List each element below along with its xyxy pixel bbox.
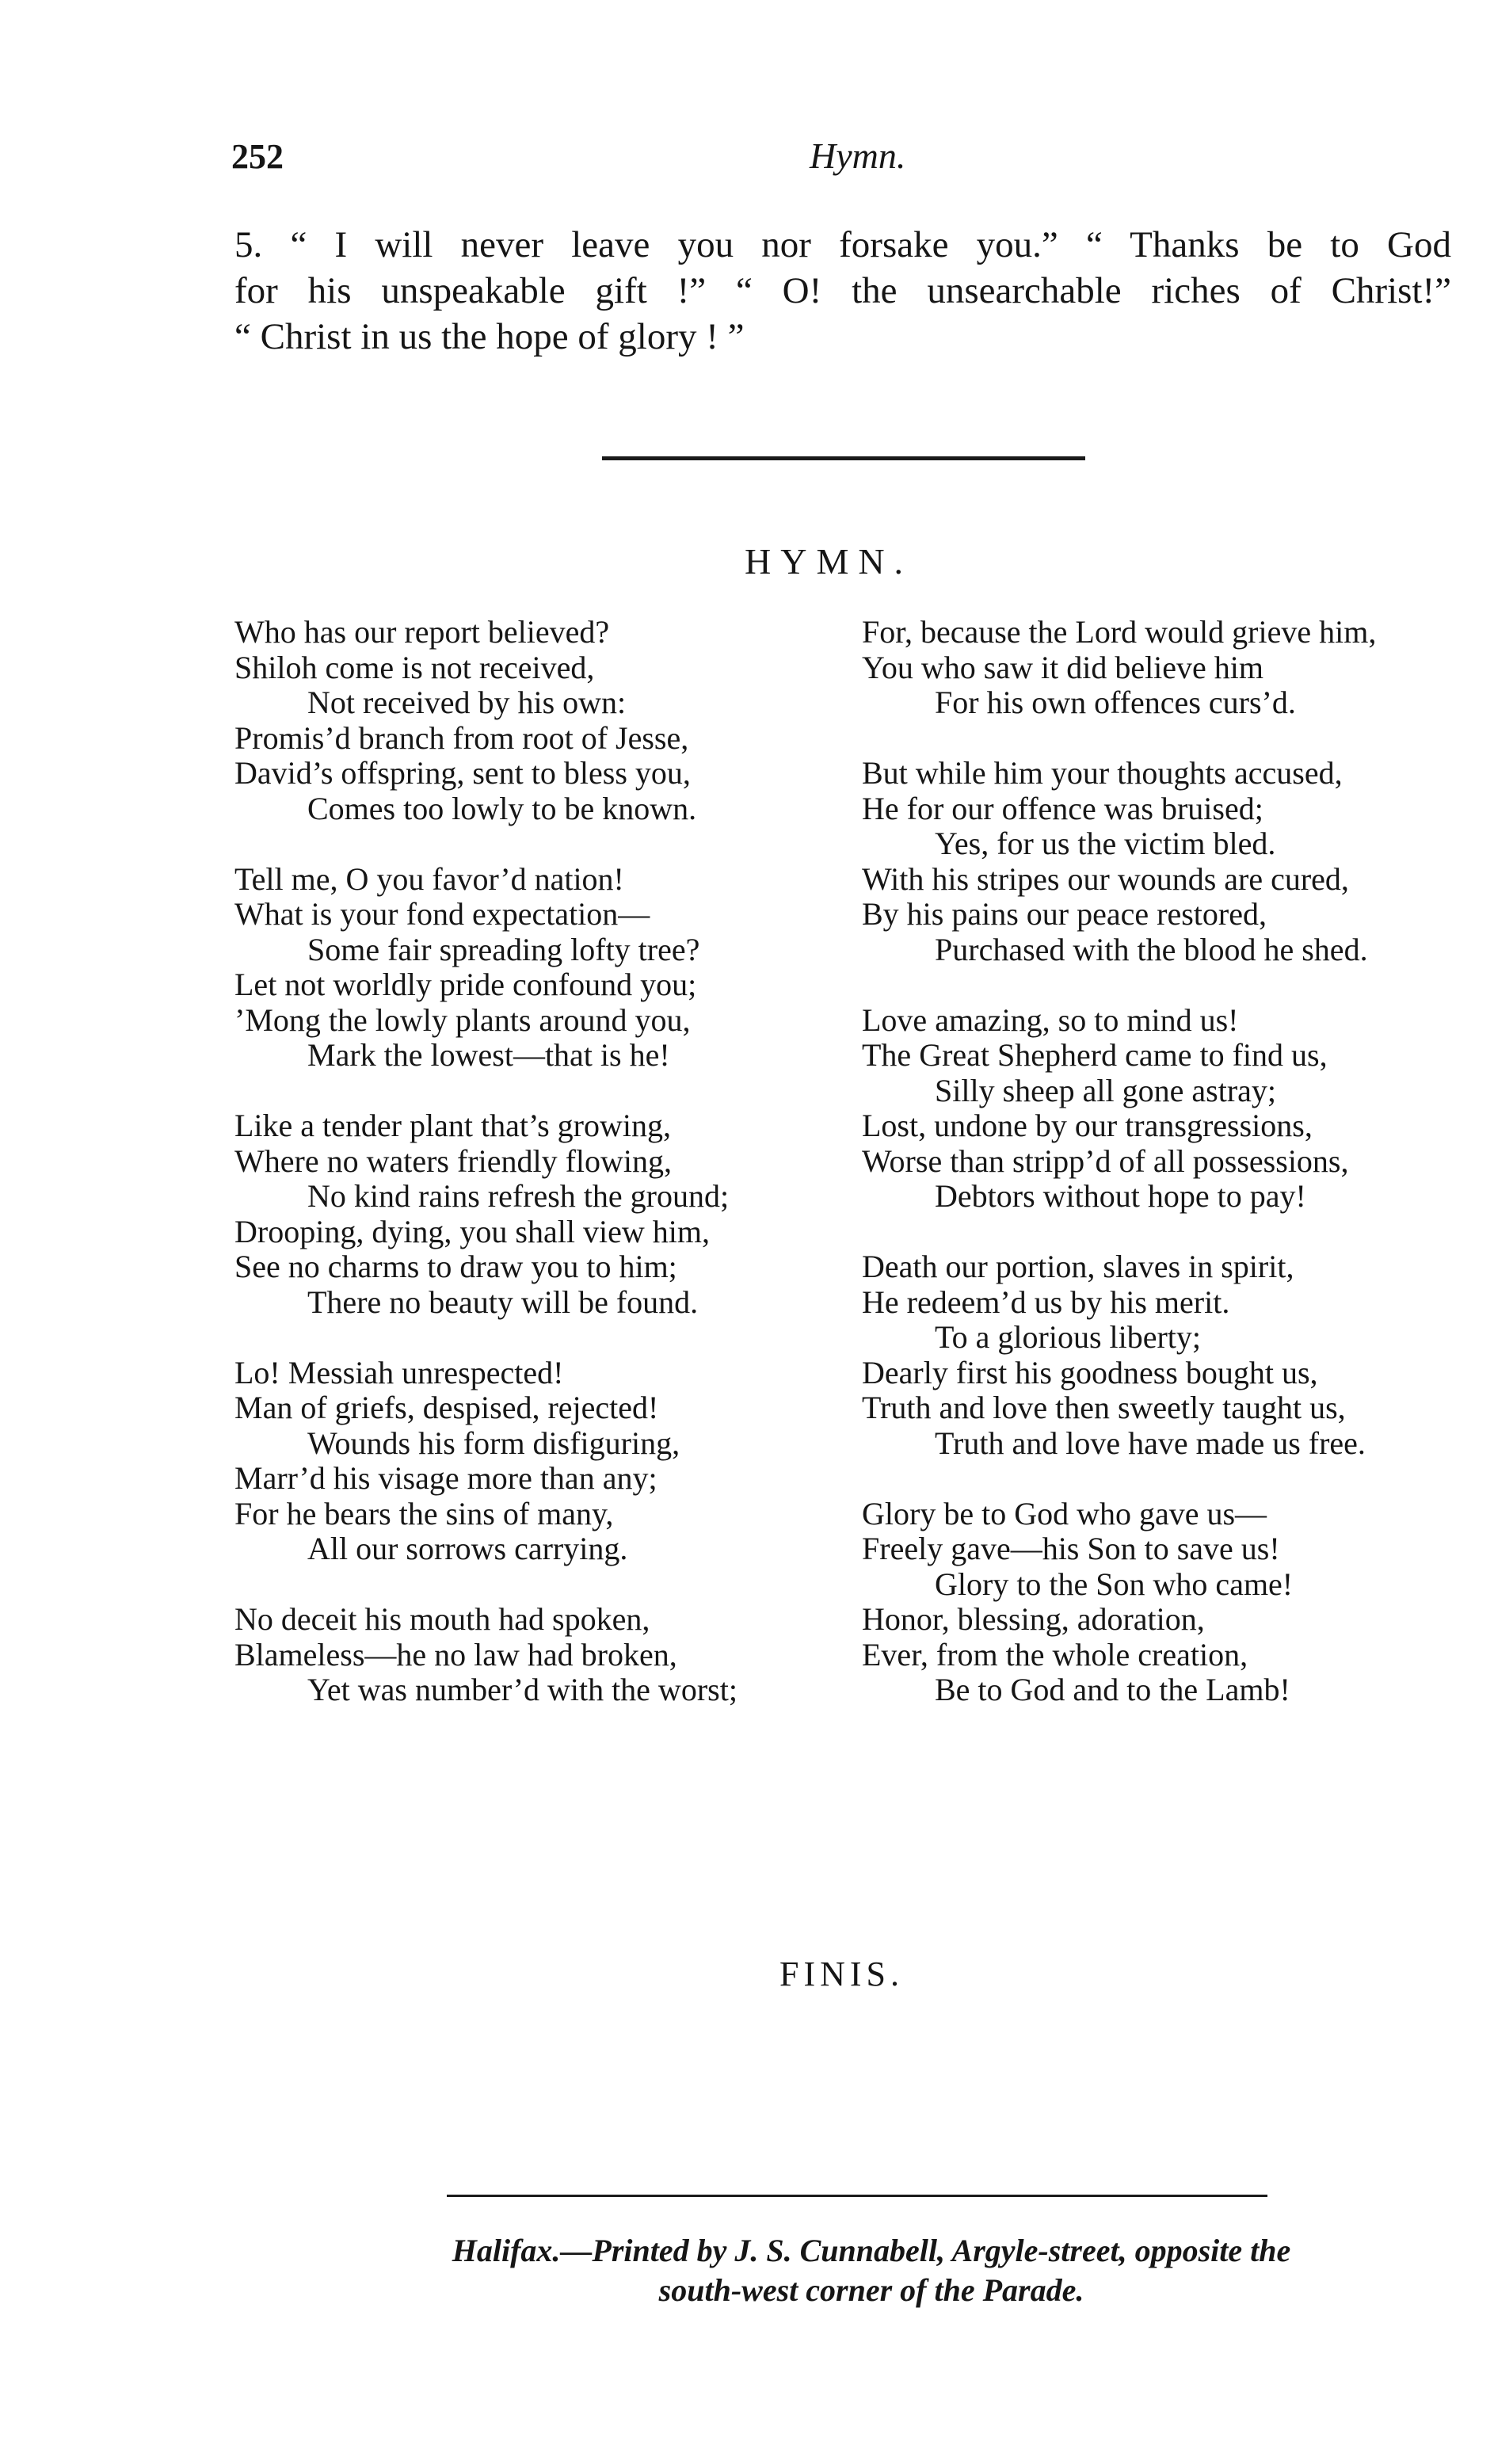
verse-line: Marr’d his visage more than any;	[234, 1460, 657, 1496]
verse-line: Glory be to God who gave us—	[862, 1495, 1267, 1531]
stanza	[234, 862, 737, 1074]
hymn-left-column	[234, 615, 737, 1743]
verse-line: To a glorious liberty;	[935, 1319, 1202, 1355]
verse-line: Who has our report believed?	[234, 614, 610, 650]
printer-imprint	[317, 2231, 1426, 2310]
verse-line: Like a tender plant that’s growing,	[234, 1108, 671, 1143]
verse-line: No kind rains refresh the ground;	[307, 1178, 730, 1214]
verse-line: Freely gave—his Son to save us!	[862, 1531, 1280, 1566]
verse-line: Lo! Messiah unrespected!	[234, 1354, 564, 1390]
verse-line: The Great Shepherd came to find us,	[862, 1037, 1328, 1073]
verse-line: David’s offspring, sent to bless you,	[234, 755, 691, 791]
page-number: 252	[231, 137, 284, 176]
verse-line: You who saw it did believe him	[862, 649, 1264, 685]
verse-line: Debtors without hope to pay!	[935, 1178, 1306, 1214]
verse-line: Man of griefs, despised, rejected!	[234, 1390, 659, 1425]
verse-line: There no beauty will be found.	[307, 1283, 699, 1320]
verse-line: By his pains our peace restored,	[862, 896, 1267, 932]
stanza	[862, 1003, 1376, 1215]
verse-line: Let not worldly pride confound you;	[234, 967, 697, 1002]
verse-line: What is your fond expectation—	[234, 896, 650, 932]
verse-line: ’Mong the lowly plants around you,	[234, 1001, 691, 1038]
hymn-title: HYMN.	[745, 541, 913, 582]
verse-line: For his own offences curs’d.	[935, 685, 1296, 720]
verse-line: Purchased with the blood he shed.	[935, 931, 1368, 967]
verse-line: With his stripes our wounds are cured,	[862, 860, 1349, 897]
verse-line: For he bears the sins of many,	[234, 1495, 614, 1531]
section-divider	[602, 456, 1085, 460]
verse-line: Yes, for us the victim bled.	[935, 826, 1276, 861]
verse-line: Where no waters friendly flowing,	[234, 1142, 673, 1179]
verse-line: Ever, from the whole creation,	[862, 1636, 1248, 1673]
stanza	[862, 1497, 1376, 1708]
hymn-right-column	[862, 615, 1376, 1743]
verse-line: Lost, undone by our transgressions,	[862, 1108, 1313, 1143]
verse-line: Comes too lowly to be known.	[307, 790, 697, 826]
verse-line: Promis’d branch from root of Jesse,	[234, 719, 689, 756]
verse-line: Be to God and to the Lamb!	[935, 1672, 1290, 1707]
verse-line: No deceit his mouth had spoken,	[234, 1601, 650, 1637]
verse-line: Blameless—he no law had broken,	[234, 1636, 677, 1673]
paragraph-line: for his unspeakable gift !” “ O! the unsearchable riches of Christ!”	[234, 270, 1451, 311]
stanza	[234, 1108, 737, 1320]
stanza	[234, 615, 737, 826]
verse-line: Yet was number’d with the worst;	[307, 1672, 737, 1707]
paragraph-line: 5. “ I will never leave you nor forsake you.” “ Thanks be to God	[234, 224, 1451, 265]
verse-line: Drooping, dying, you shall view him,	[234, 1213, 710, 1249]
stanza	[234, 1602, 737, 1708]
stanza	[234, 1356, 737, 1567]
verse-line: Truth and love then sweetly taught us,	[862, 1390, 1346, 1425]
scripture-paragraph	[234, 222, 1451, 360]
stanza	[862, 615, 1376, 721]
verse-line: Truth and love have made us free.	[935, 1425, 1366, 1461]
paragraph-line: “ Christ in us the hope of glory ! ”	[234, 316, 745, 357]
imprint-divider	[447, 2195, 1267, 2197]
imprint-line: south-west corner of the Parade.	[658, 2272, 1084, 2308]
verse-line: Death our portion, slaves in spirit,	[862, 1249, 1294, 1284]
verse-line: Silly sheep all gone astray;	[935, 1072, 1277, 1108]
verse-line: Worse than stripp’d of all possessions,	[862, 1142, 1349, 1179]
verse-line: But while him your thoughts accused,	[862, 755, 1343, 791]
verse-line: All our sorrows carrying.	[307, 1531, 628, 1566]
verse-line: Honor, blessing, adoration,	[862, 1601, 1205, 1637]
verse-line: Not received by his own:	[307, 685, 627, 720]
stanza	[862, 756, 1376, 967]
verse-line: For, because the Lord would grieve him,	[862, 614, 1377, 650]
verse-line: Shiloh come is not received,	[234, 649, 595, 685]
verse-line: Glory to the Son who came!	[935, 1566, 1294, 1602]
imprint-line: Halifax.—Printed by J. S. Cunnabell, Argyle-street, opposite the	[452, 2233, 1291, 2268]
verse-line: He redeem’d us by his merit.	[862, 1283, 1230, 1320]
verse-line: Dearly first his goodness bought us,	[862, 1354, 1318, 1390]
stanza	[862, 1249, 1376, 1461]
finis-label: FINIS.	[779, 1955, 905, 1993]
verse-line: Mark the lowest—that is he!	[307, 1037, 670, 1073]
verse-line: Tell me, O you favor’d nation!	[234, 860, 624, 897]
verse-line: Love amazing, so to mind us!	[862, 1001, 1239, 1038]
verse-line: See no charms to draw you to him;	[234, 1249, 677, 1284]
verse-line: He for our offence was bruised;	[862, 790, 1263, 826]
verse-line: Wounds his form disfiguring,	[307, 1425, 680, 1461]
running-head: Hymn.	[810, 135, 906, 176]
verse-line: Some fair spreading lofty tree?	[307, 931, 700, 967]
